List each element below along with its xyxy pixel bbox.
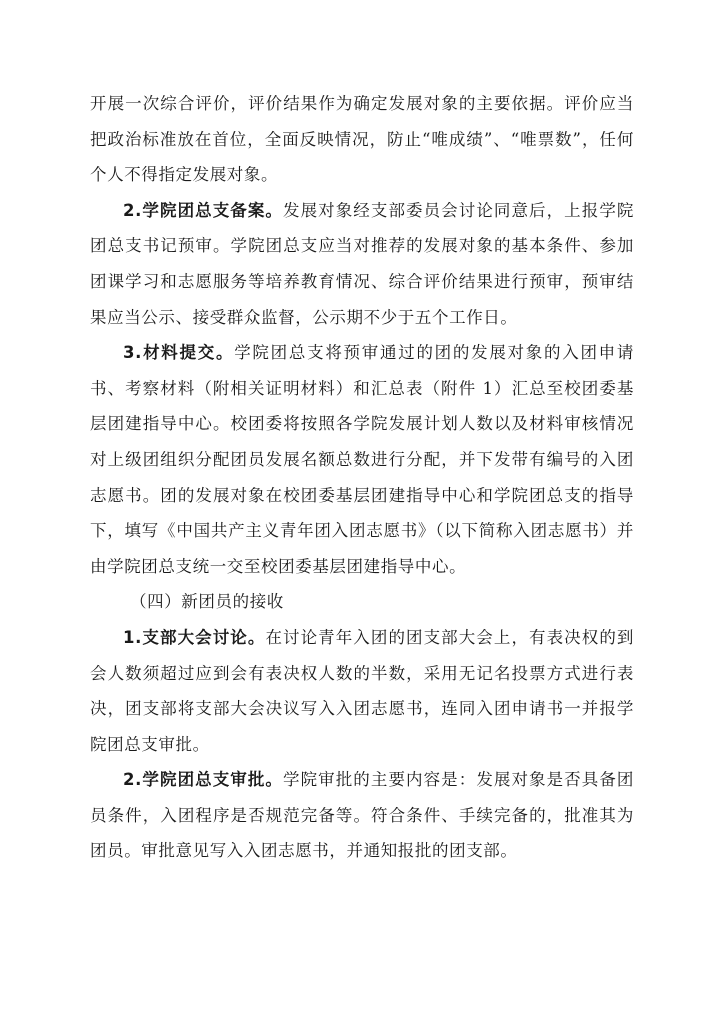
section-heading-new-member-admission: （四）新团员的接收 [130, 592, 284, 612]
paragraph-branch-meeting [90, 620, 634, 762]
paragraph-college-record [90, 193, 634, 335]
document-page [90, 86, 634, 869]
paragraph-text: 在讨论青年入团的团支部大会上，有表决权的到会人数须超过应到会有表决权人数的半数，采用无记名投票方式进行表决，团支部将支部大会决议写入入团志愿书，连同入团申请书一并报学院团总支审批。 [90, 627, 634, 754]
paragraph-text: 开展一次综合评价，评价结果作为确定发展对象的主要依据。评价应当把政治标准放在首位，全面反映情况，防止“唯成绩”、“唯票数”，任何个人不得指定发展对象。 [90, 94, 634, 185]
paragraph-lead-heading: 2.学院团总支审批。 [123, 770, 284, 790]
paragraph-text: 学院审批的主要内容是：发展对象是否具备团员条件，入团程序是否规范完备等。符合条件、手续完备的，批准其为团员。审批意见写入入团志愿书，并通知报批的团支部。 [90, 770, 635, 861]
paragraph-text: 学院团总支将预审通过的团的发展对象的入团申请书、考察材料（附相关证明材料）和汇总表（附件 1）汇总至校团委基层团建指导中心。校团委将按照各学院发展计划人数以及材料审核情况对上级团组织分配团员发展名额总数进行分配，并下发带有编号的入团志愿书。团的发展对象在校团委基层团建指导中心和学院团总支的指导下，填写《中国共产主义青年团入团志愿书》（以下简称入团志愿书）并由学院团总支统一交至校团委基层团建指导中心。 [90, 343, 635, 576]
paragraph-material-submission [90, 335, 634, 584]
paragraph-evaluation-continued [90, 86, 634, 193]
paragraph-text: 发展对象经支部委员会讨论同意后，上报学院团总支书记预审。学院团总支应当对推荐的发展对象的基本条件、参加团课学习和志愿服务等培养教育情况、综合评价结果进行预审，预审结果应当公示、接受群众监督，公示期不少于五个工作日。 [90, 200, 635, 327]
paragraph-college-approval [90, 762, 634, 869]
paragraph-lead-heading: 2.学院团总支备案。 [123, 200, 284, 220]
paragraph-lead-heading: 1.支部大会讨论。 [123, 627, 266, 647]
paragraph-lead-heading: 3.材料提交。 [123, 343, 235, 363]
